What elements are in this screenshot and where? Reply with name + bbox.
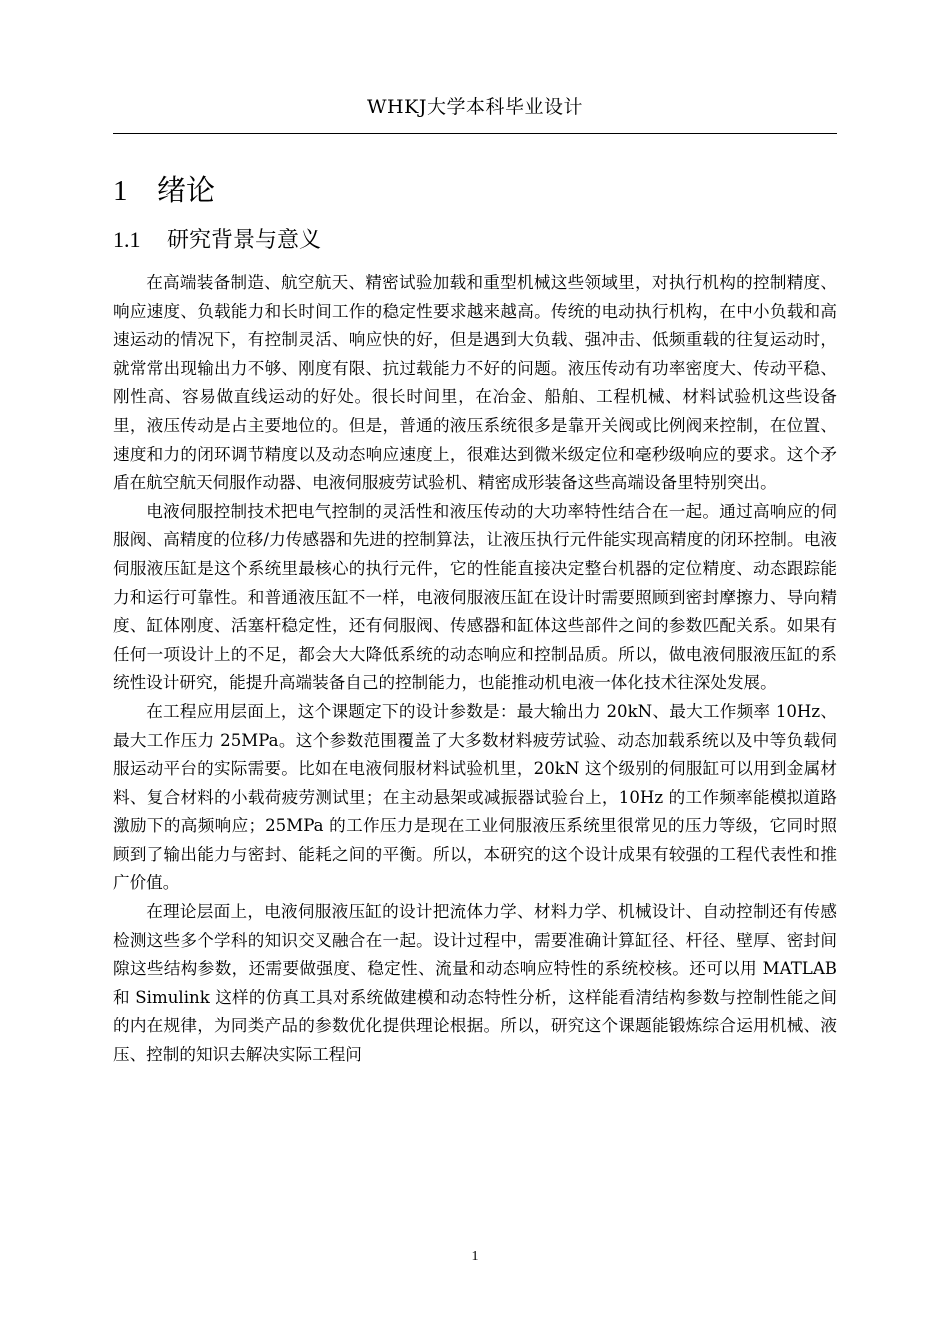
paragraph: 在高端装备制造、航空航天、精密试验加载和重型机械这些领域里，对执行机构的控制精度、响应速度、负载能力和长时间工作的稳定性要求越来越高。传统的电动执行机构，在中小负载和高速运动的情况下，有控制灵活、响应快的好，但是遇到大负载、强冲击、低频重载的往复运动时，就常常出现输出力不够、刚度有限、抗过载能力不好的问题。液压传动有功率密度大、传动平稳、刚性高、容易做直线运动的好处。很长时间里，在冶金、船舶、工程机械、材料试验机这些设备里，液压传动是占主要地位的。但是，普通的液压系统很多是靠开关阀或比例阀来控制，在位置、速度和力的闭环调节精度以及动态响应速度上，很难达到微米级定位和毫秒级响应的要求。这个矛盾在航空航天伺服作动器、电液伺服疲劳试验机、精密成形装备这些高端设备里特别突出。 bbox=[113, 273, 837, 493]
chapter-number: 1 bbox=[113, 175, 128, 207]
header-divider bbox=[113, 133, 837, 134]
paragraph: 在理论层面上，电液伺服液压缸的设计把流体力学、材料力学、机械设计、自动控制还有传感检测这些多个学科的知识交叉融合在一起。设计过程中，需要准确计算缸径、杆径、壁厚、密封间隙这些结构参数，还需要做强度、稳定性、流量和动态响应特性的系统校核。还可以用 MATLAB 和 Simulink 这样的仿真工具对系统做建模和动态特性分析，这样能看清结构参数与控制性能之间的内在规律，为同类产品的参数优化提供理论根据。所以，研究这个课题能锻炼综合运用机械、液压、控制的知识去解决实际工程问 bbox=[113, 902, 837, 1065]
paragraph: 在工程应用层面上，这个课题定下的设计参数是：最大输出力 20kN、最大工作频率 10Hz、最大工作压力 25MPa。这个参数范围覆盖了大多数材料疲劳试验、动态加载系统以及中等负载伺服运动平台的实际需要。比如在电液伺服材料试验机里，20kN 这个级别的伺服缸可以用到金属材料、复合材料的小载荷疲劳测试里；在主动悬架或减振器试验台上，10Hz 的工作频率能模拟道路激励下的高频响应；25MPa 的工作压力是现在工业伺服液压系统里很常见的压力等级，它同时照顾到了输出能力与密封、能耗之间的平衡。所以，本研究的这个设计成果有较强的工程代表性和推广价值。 bbox=[113, 701, 837, 893]
paragraph: 电液伺服控制技术把电气控制的灵活性和液压传动的大功率特性结合在一起。通过高响应的伺服阀、高精度的位移/力传感器和先进的控制算法，让液压执行元件能实现高精度的闭环控制。电液伺服液压缸是这个系统里最核心的执行元件，它的性能直接决定整台机器的定位精度、动态跟踪能力和运行可靠性。和普通液压缸不一样，电液伺服液压缸在设计时需要照顾到密封摩擦力、导向精度、缸体刚度、活塞杆稳定性，还有伺服阀、传感器和缸体这些部件之间的参数匹配关系。如果有任何一项设计上的不足，都会大大降低系统的动态响应和控制品质。所以，做电液伺服液压缸的系统性设计研究，能提升高端装备自己的控制能力，也能推动机电液一体化技术往深处发展。 bbox=[113, 501, 837, 693]
running-header: WHKJ大学本科毕业设计 bbox=[367, 96, 583, 118]
section-heading bbox=[113, 222, 321, 259]
chapter-heading bbox=[113, 168, 215, 213]
section-title: 研究背景与意义 bbox=[167, 228, 322, 253]
page-number: 1 bbox=[471, 1249, 479, 1264]
body-text bbox=[113, 269, 837, 1070]
section-number: 1.1 bbox=[113, 227, 141, 252]
chapter-title: 绪论 bbox=[157, 173, 216, 207]
